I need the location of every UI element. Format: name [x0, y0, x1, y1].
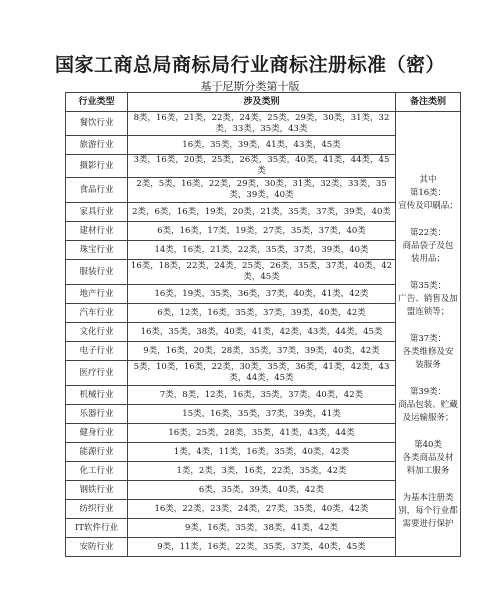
table-header-row — [66, 93, 461, 112]
remark-line: 商品包装、贮藏 — [398, 400, 458, 410]
classes-cell: 16类，19类，35类，36类，37类，40类，41类，42类 — [128, 285, 396, 304]
remarks-cell — [396, 112, 461, 557]
industry-cell: 纺织行业 — [66, 500, 128, 519]
industry-cell: 地产行业 — [66, 285, 128, 304]
remark-block — [398, 492, 458, 531]
classes-cell: 9类，11类，16类，22类，35类，37类，40类，45类 — [128, 538, 396, 557]
classes-cell: 8类，16类，21类，22类，24类，25类，29类，30类，31类，32类，33类，35类，43类 — [128, 112, 396, 136]
remark-line: 装服务 — [415, 360, 441, 370]
page-subtitle: 基于尼斯分类第十版 — [200, 80, 300, 93]
remark-block — [398, 439, 458, 478]
classes-cell: 6类，16类，17类，19类，27类，35类，37类，40类 — [128, 222, 396, 241]
industry-cell: 服装行业 — [66, 260, 128, 285]
remark-line: 第37类： — [409, 334, 447, 344]
industry-cell: 家具行业 — [66, 203, 128, 222]
industry-cell: 医疗行业 — [66, 361, 128, 386]
remark-line: 为基本注册类 — [402, 493, 454, 503]
classes-cell: 15类，16类，35类，37类，39类，41类 — [128, 405, 396, 424]
industry-cell: 能源行业 — [66, 443, 128, 462]
industry-cell: 餐饮行业 — [66, 112, 128, 136]
remark-line: 商品袋子及包 — [402, 241, 454, 251]
remark-line: 第22类： — [409, 228, 447, 238]
remark-line: 第39类： — [409, 387, 447, 397]
classes-cell: 16类，25类，28类，35类，41类，43类，44类 — [128, 424, 396, 443]
header-classes: 涉及类别 — [128, 93, 396, 112]
remark-block — [398, 386, 458, 425]
remark-block — [398, 333, 458, 372]
classes-cell: 9类，16类，20类，28类，35类，37类，39类，40类，42类 — [128, 342, 396, 361]
table-body — [66, 112, 461, 557]
industry-cell: 汽车行业 — [66, 304, 128, 323]
remark-line: 料加工服务 — [406, 466, 450, 476]
remark-line: 第40类 — [414, 440, 442, 450]
remark-line: 盟连锁等； — [406, 307, 450, 317]
classes-cell: 6类，35类，39类，40类，42类 — [128, 481, 396, 500]
classes-cell: 9类，16类，35类，38类，41类，42类 — [128, 519, 396, 538]
industry-cell: 乐器行业 — [66, 405, 128, 424]
industry-cell: 化工行业 — [66, 462, 128, 481]
header-remarks: 备注类别 — [396, 93, 461, 112]
classes-cell: 16类，35类，39类，41类，43类，45类 — [128, 136, 396, 155]
remark-line: 别，每个行业都 — [398, 506, 458, 516]
table-row — [66, 112, 461, 136]
industry-cell: 珠宝行业 — [66, 241, 128, 260]
industry-trademark-table — [65, 92, 461, 557]
page-title: 国家工商总局商标局行业商标注册标准（密） — [54, 54, 445, 76]
remark-block — [398, 227, 458, 266]
classes-cell: 6类，12类，16类，35类，37类，39类，40类，42类 — [128, 304, 396, 323]
classes-cell: 3类，16类，20类，25类，26类，35类，40类，41类，44类，45类 — [128, 155, 396, 178]
industry-cell: 机械行业 — [66, 386, 128, 405]
classes-cell: 2类，6类，16类，19类，20类，21类，35类，37类，39类，40类 — [128, 203, 396, 222]
industry-cell: 旅游行业 — [66, 136, 128, 155]
classes-cell: 5类，10类，16类，22类，30类，35类，36类，41类，42类，43类，44类，45类 — [128, 361, 396, 386]
industry-cell: 摄影行业 — [66, 155, 128, 178]
remark-block — [398, 174, 458, 213]
industry-cell: 钢铁行业 — [66, 481, 128, 500]
classes-cell: 7类，8类，12类，16类，35类，37类，40类，42类 — [128, 386, 396, 405]
classes-cell: 2类，5类，16类，22类，29类，30类，31类，32类，33类，35类，39类，40类 — [128, 178, 396, 203]
industry-cell: 食品行业 — [66, 178, 128, 203]
classes-cell: 16类，35类，38类，40类，41类，42类，43类，44类，45类 — [128, 323, 396, 342]
industry-cell: 电子行业 — [66, 342, 128, 361]
remark-line: 装用品； — [410, 254, 445, 264]
remark-line: 广告、销售及加 — [398, 294, 458, 304]
classes-cell: 1类，2类，3类，16类，22类，35类，42类 — [128, 462, 396, 481]
classes-cell: 16类，22类，23类，24类，27类，35类，40类，42类 — [128, 500, 396, 519]
remark-line: 需要进行保护 — [402, 519, 454, 529]
industry-cell: 安防行业 — [66, 538, 128, 557]
classes-cell: 14类，16类，21类，22类，35类，37类，39类，40类 — [128, 241, 396, 260]
remark-line: 第16类： — [409, 188, 447, 198]
classes-cell: 1类，4类，11类，16类，35类，40类，42类 — [128, 443, 396, 462]
header-industry: 行业类型 — [66, 93, 128, 112]
remark-block — [398, 280, 458, 319]
industry-cell: 文化行业 — [66, 323, 128, 342]
remark-line: 各类维修及安 — [402, 347, 454, 357]
remark-line: 各类商品及材 — [402, 453, 454, 463]
classes-cell: 16类，18类，22类，24类，25类，26类，35类，37类，40类，42类，45类 — [128, 260, 396, 285]
remark-line: 其中 — [419, 175, 437, 185]
remark-line: 及运输服务； — [402, 413, 454, 423]
industry-cell: IT软件行业 — [66, 519, 128, 538]
industry-cell: 建材行业 — [66, 222, 128, 241]
industry-cell: 健身行业 — [66, 424, 128, 443]
remark-line: 宣传及印刷品； — [398, 201, 458, 211]
remark-line: 第35类： — [409, 281, 447, 291]
